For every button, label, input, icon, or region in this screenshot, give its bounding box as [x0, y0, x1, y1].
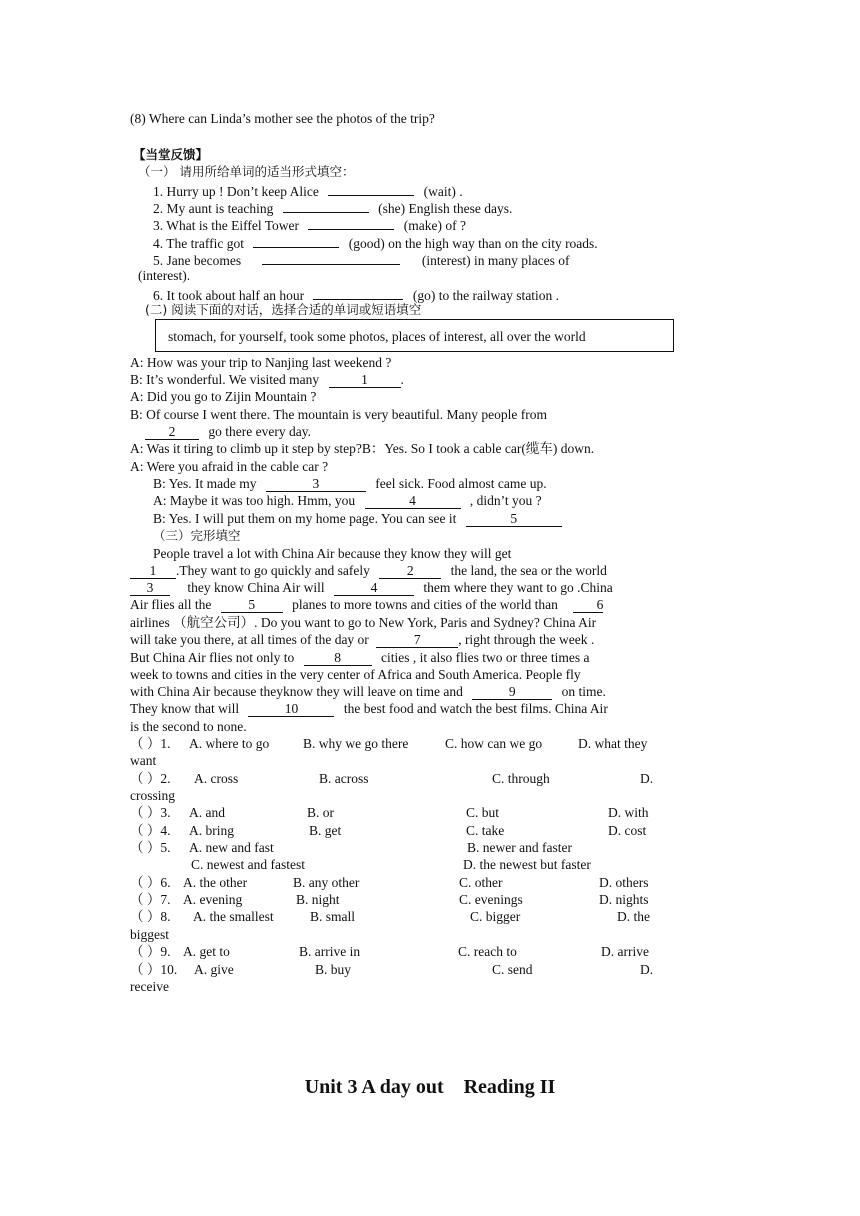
- passage-line: 1 .They want to go quickly and safely 2 the land, the sea or the world: [130, 562, 607, 579]
- cloze-blank[interactable]: 7: [376, 633, 458, 648]
- option-b[interactable]: B. or: [307, 805, 334, 820]
- option-c[interactable]: C. how can we go: [445, 736, 543, 751]
- option-a[interactable]: A. where to go: [189, 736, 270, 751]
- passage-line: week to towns and cities in the very center of Africa and South America. People fly: [130, 667, 581, 682]
- fill-item-5-cont: (interest).: [138, 268, 191, 283]
- option-d[interactable]: D. what they: [578, 736, 648, 751]
- option-b[interactable]: B. arrive in: [299, 944, 361, 959]
- option-c[interactable]: C. but: [466, 805, 500, 820]
- option-a[interactable]: A. get to: [183, 944, 230, 959]
- fill-item-6: 6. It took about half an hour (go) to the railway station .: [153, 285, 559, 304]
- cloze-blank[interactable]: 8: [304, 651, 372, 666]
- passage-line: But China Air flies not only to 8 cities , it also flies two or three times a: [130, 650, 590, 665]
- option-d[interactable]: D. the newest but faster: [463, 857, 591, 872]
- passage-line: Air flies all the 5 planes to more towns and cities of the world than 6: [130, 597, 604, 612]
- passage-line: 3 they know China Air will 4 them where they want to go .China: [130, 579, 613, 596]
- cloze-blank[interactable]: 10: [248, 702, 334, 717]
- option-d[interactable]: D.: [640, 771, 654, 786]
- cloze-blank[interactable]: 1: [130, 564, 176, 579]
- option-d[interactable]: D. others: [599, 875, 649, 890]
- option-b[interactable]: B. buy: [315, 962, 352, 977]
- option-c[interactable]: C. through: [492, 771, 550, 786]
- dialog-line: A: Was it tiring to climb up it step by step?B：Yes. So I took a cable car(缆车) down.: [130, 441, 595, 456]
- cloze-blank[interactable]: 9: [472, 685, 552, 700]
- answer-blank[interactable]: [328, 181, 414, 196]
- option-b[interactable]: B. night: [296, 892, 340, 907]
- cloze-blank[interactable]: 3: [130, 581, 170, 596]
- option-a[interactable]: A. the smallest: [193, 909, 274, 924]
- cloze-blank[interactable]: 4: [334, 581, 414, 596]
- fill-item-4: 4. The traffic got (good) on the high way than on the city roads.: [153, 233, 598, 252]
- option-b[interactable]: B. get: [309, 823, 342, 838]
- option-a[interactable]: A. the other: [183, 875, 248, 890]
- dialog-line: B: Of course I went there. The mountain is very beautiful. Many people from: [130, 407, 548, 422]
- dialog-line: B: Yes. I will put them on my home page. You can see it 5: [153, 510, 562, 527]
- option-d[interactable]: D. nights: [599, 892, 649, 907]
- fill-item-1: 1. Hurry up ! Don’t keep Alice (wait) .: [153, 181, 463, 200]
- dialog-line: A: Were you afraid in the cable car ?: [130, 459, 329, 474]
- option-c[interactable]: C. evenings: [459, 892, 523, 907]
- answer-blank[interactable]: [253, 233, 339, 248]
- answer-blank[interactable]: 5: [466, 512, 562, 527]
- answer-blank[interactable]: [283, 198, 369, 213]
- part2-heading: (二) 阅读下面的对话，选择合适的单词或短语填空: [145, 302, 422, 317]
- dialog-line: A: How was your trip to Nanjing last weekend ?: [130, 355, 392, 370]
- fill-item-5: 5. Jane becomes (interest) in many places of: [153, 250, 570, 269]
- word-bank-box: [155, 319, 674, 352]
- option-b[interactable]: B. small: [310, 909, 356, 924]
- answer-blank[interactable]: [308, 215, 394, 230]
- passage-line: They know that will 10 the best food and watch the best films. China Air: [130, 701, 608, 716]
- option-c[interactable]: C. take: [466, 823, 505, 838]
- passage-line: airlines （航空公司）. Do you want to go to New York, Paris and Sydney? China Air: [130, 615, 597, 630]
- cloze-blank[interactable]: 5: [221, 598, 283, 613]
- option-d[interactable]: D. the: [617, 909, 650, 924]
- option-c[interactable]: C. bigger: [470, 909, 521, 924]
- option-d[interactable]: D.: [640, 962, 654, 977]
- option-d[interactable]: D. arrive: [601, 944, 649, 959]
- passage-line: will take you there, at all times of the day or 7 , right through the week .: [130, 632, 595, 647]
- dialog-line: A: Maybe it was too high. Hmm, you 4 , didn’t you ?: [153, 493, 542, 508]
- part1-heading: （一） 请用所给单词的适当形式填空：: [138, 164, 355, 179]
- dialog-line: B: Yes. It made my 3 feel sick. Food almost came up.: [153, 476, 547, 491]
- dialog-line: 2 go there every day.: [145, 423, 311, 440]
- option-b[interactable]: B. newer and faster: [467, 840, 572, 855]
- option-a[interactable]: A. cross: [194, 771, 239, 786]
- option-a[interactable]: A. give: [194, 962, 234, 977]
- option-c[interactable]: C. newest and fastest: [191, 857, 305, 872]
- passage-line: People travel a lot with China Air because they know they will get: [153, 546, 512, 561]
- fill-item-2: 2. My aunt is teaching (she) English these days.: [153, 198, 512, 217]
- answer-blank[interactable]: [313, 285, 403, 300]
- option-a[interactable]: A. and: [189, 805, 225, 820]
- option-d[interactable]: D. cost: [608, 823, 647, 838]
- answer-blank[interactable]: 2: [145, 425, 199, 440]
- cloze-blank[interactable]: 6: [573, 598, 603, 613]
- answer-blank[interactable]: 1: [329, 373, 401, 388]
- option-c[interactable]: C. reach to: [458, 944, 517, 959]
- passage-line: with China Air because theyknow they will leave on time and 9 on time.: [130, 684, 606, 699]
- option-b[interactable]: B. why we go there: [303, 736, 409, 751]
- unit-title: Unit 3 A day out Reading II: [304, 1076, 556, 1098]
- dialog-line: A: Did you go to Zijin Mountain ?: [130, 389, 317, 404]
- word-bank: stomach, for yourself, took some photos, places of interest, all over the world: [168, 329, 586, 344]
- feedback-heading: 【当堂反馈】: [133, 147, 209, 162]
- fill-item-3: 3. What is the Eiffel Tower (make) of ?: [153, 215, 466, 234]
- part3-heading: （三）完形填空: [153, 528, 241, 543]
- cloze-blank[interactable]: 2: [379, 564, 441, 579]
- option-b[interactable]: B. any other: [293, 875, 360, 890]
- option-c[interactable]: C. other: [459, 875, 503, 890]
- question-8: (8) Where can Linda’s mother see the photos of the trip?: [130, 111, 435, 126]
- option-c[interactable]: C. send: [492, 962, 533, 977]
- option-d[interactable]: D. with: [608, 805, 649, 820]
- option-a[interactable]: A. bring: [189, 823, 234, 838]
- passage-line: is the second to none.: [130, 719, 247, 734]
- option-b[interactable]: B. across: [319, 771, 369, 786]
- option-a[interactable]: A. evening: [183, 892, 243, 907]
- dialog-line: B: It’s wonderful. We visited many 1 .: [130, 372, 404, 387]
- answer-blank[interactable]: [262, 250, 400, 265]
- answer-blank[interactable]: 4: [365, 494, 461, 509]
- option-a[interactable]: A. new and fast: [189, 840, 274, 855]
- answer-blank[interactable]: 3: [266, 477, 366, 492]
